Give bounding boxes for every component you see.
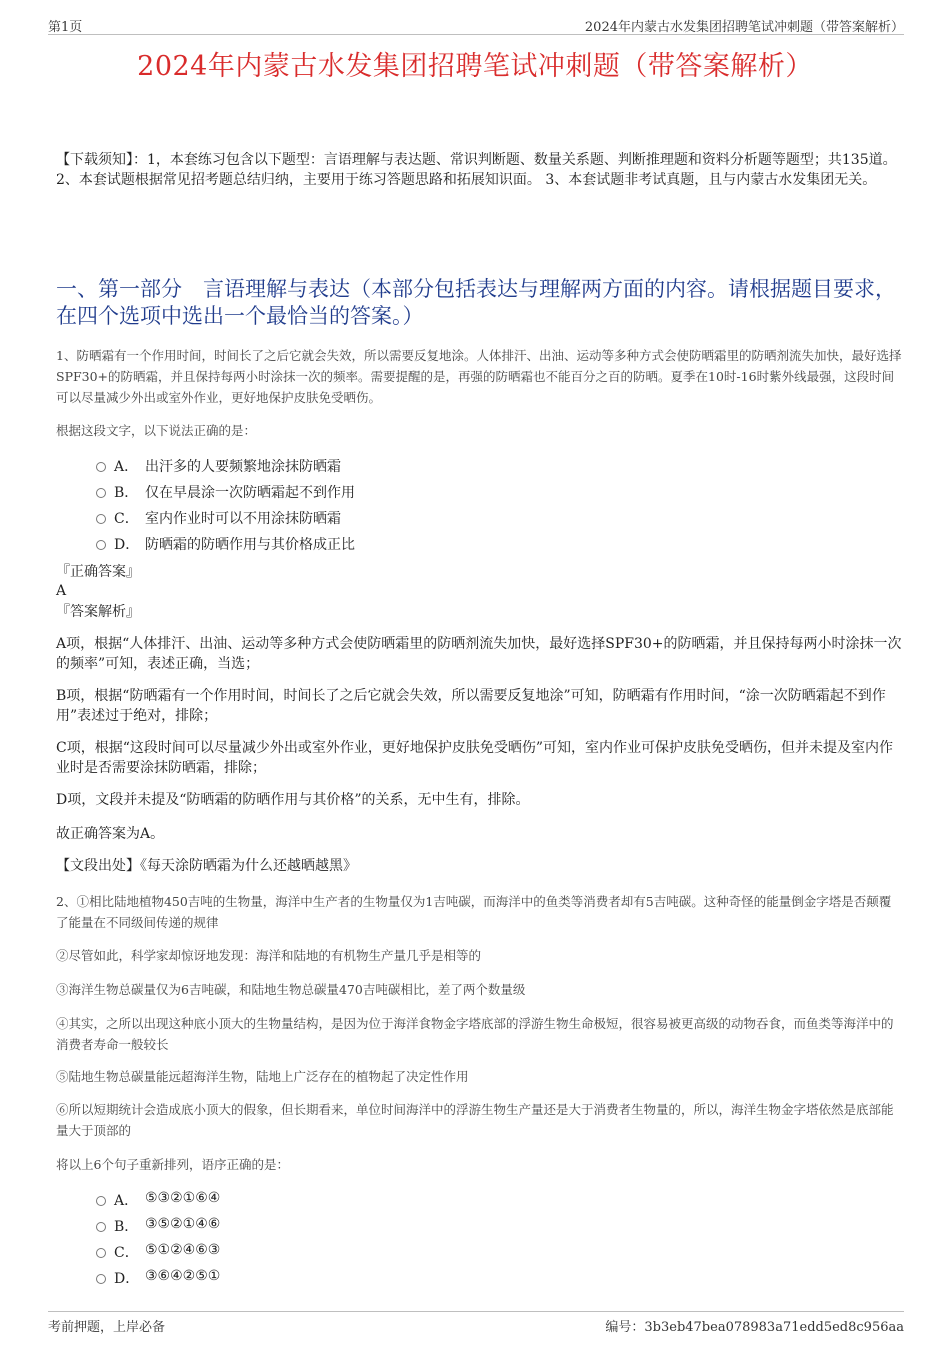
radio-button[interactable] [96, 1248, 106, 1258]
q1-stem: 1、防晒霜有一个作用时间，时间长了之后它就会失效，所以需要反复地涂。人体排汗、出油、运动等多种方式会使防晒霜里的防晒剂流失加快，最好选择SPF30+的防晒霜，并且保持每两小时涂抹一次的频率。需要提醒的是，再强的防晒霜也不能百分之百的防晒。夏季在10时-16时紫外线最强，这段时间可以尽量减少外出或室外作业，更好地保护皮肤免受晒伤。 [56, 348, 902, 405]
q2-sentence-6: ⑥所以短期统计会造成底小顶大的假象，但长期看来，单位时间海洋中的浮游生物生产量还是大于消费者生物量的，所以，海洋生物金字塔依然是底部能量大于顶部的 [56, 1102, 894, 1138]
q1-option-b[interactable]: B． 仅在早晨涂一次防晒霜起不到作用 [96, 482, 696, 508]
q2-options [96, 1190, 696, 1294]
page-footer [48, 1311, 904, 1335]
radio-button[interactable] [96, 462, 106, 472]
q2-sentence-1: 2、①相比陆地植物450吉吨的生物量，海洋中生产者的生物量仅为1吉吨碳，而海洋中的鱼类等消费者却有5吉吨碳。这种奇怪的能量倒金字塔是否颠覆了能量在不同级间传递的规律 [56, 894, 892, 930]
page-header [48, 14, 904, 35]
q1-option-a[interactable]: A． 出汗多的人要频繁地涂抹防晒霜 [96, 456, 696, 482]
page-number: 第1页 [48, 20, 83, 35]
q2-option-b[interactable]: B． ③⑤②①④⑥ [96, 1216, 696, 1242]
q1-option-d[interactable]: D． 防晒霜的防晒作用与其价格成正比 [96, 534, 696, 560]
radio-button[interactable] [96, 1196, 106, 1206]
q2-sentence-3: ③海洋生物总碳量仅为6吉吨碳，和陆地生物总碳量470吉吨碳相比，差了两个数量级 [56, 982, 526, 997]
section-heading: 一、第一部分 言语理解与表达（本部分包括表达与理解两方面的内容。请根据题目要求，在四个选项中选出一个最恰当的答案。） [56, 277, 896, 328]
radio-button[interactable] [96, 540, 106, 550]
document-title: 2024年内蒙古水发集团招聘笔试冲刺题（带答案解析） [137, 51, 813, 82]
q2-sentence-2: ②尽管如此，科学家却惊讶地发现：海洋和陆地的有机物生产量几乎是相等的 [56, 948, 482, 963]
analysis-d: D项，文段并未提及“防晒霜的防晒作用与其价格”的关系，无中生有，排除。 [56, 792, 530, 808]
download-notice: 【下载须知】：1，本套练习包含以下题型：言语理解与表达题、常识判断题、数量关系题、判断推理题和资料分析题等题型；共135道。 2、本套试题根据常见招考题总结归纳，主要用于练习答题思路和拓展知识面。 3、本套试题非考试真题，且与内蒙古水发集团无关。 [56, 152, 897, 188]
q2-option-a[interactable]: A． ⑤③②①⑥④ [96, 1190, 696, 1216]
footer-slogan: 考前押题，上岸必备 [48, 1320, 166, 1335]
radio-button[interactable] [96, 514, 106, 524]
answer-value: A [56, 583, 67, 599]
q2-option-c[interactable]: C． ⑤①②④⑥③ [96, 1242, 696, 1268]
analysis-conclusion: 故正确答案为A。 [56, 826, 165, 842]
header-doc-title: 2024年内蒙古水发集团招聘笔试冲刺题（带答案解析） [584, 20, 904, 35]
analysis-c: C项，根据“这段时间可以尽量减少外出或室外作业，更好地保护皮肤免受晒伤”可知，室内作业可保护皮肤免受晒伤，但并未提及室内作业时是否需要涂抹防晒霜，排除； [56, 740, 894, 776]
radio-button[interactable] [96, 1274, 106, 1284]
q1-option-c[interactable]: C． 室内作业时可以不用涂抹防晒霜 [96, 508, 696, 534]
q1-prompt: 根据这段文字，以下说法正确的是： [56, 423, 257, 438]
q2-prompt: 将以上6个句子重新排列，语序正确的是： [56, 1157, 289, 1172]
analysis-b: B项，根据“防晒霜有一个作用时间，时间长了之后它就会失效，所以需要反复地涂”可知，防晒霜有作用时间，“涂一次防晒霜起不到作用”表述过于绝对，排除； [56, 688, 886, 724]
footer-code: 编号：3b3eb47bea078983a71edd5ed8c956aa [605, 1320, 904, 1335]
q1-options [96, 456, 696, 560]
q2-sentence-5: ⑤陆地生物总碳量能远超海洋生物，陆地上广泛存在的植物起了决定性作用 [56, 1069, 469, 1084]
analysis-a: A项，根据“人体排汗、出油、运动等多种方式会使防晒霜里的防晒剂流失加快，最好选择SPF30+的防晒霜，并且保持每两小时涂抹一次的频率”可知，表述正确，当选； [56, 636, 902, 672]
source-citation: 【文段出处】《每天涂防晒霜为什么还越晒越黑》 [56, 858, 357, 874]
radio-button[interactable] [96, 1222, 106, 1232]
answer-label: 『正确答案』 [56, 564, 140, 580]
radio-button[interactable] [96, 488, 106, 498]
analysis-label: 『答案解析』 [56, 604, 140, 620]
q2-sentence-4: ④其实，之所以出现这种底小顶大的生物量结构，是因为位于海洋食物金字塔底部的浮游生物生命极短，很容易被更高级的动物吞食，而鱼类等海洋中的消费者寿命一般较长 [56, 1016, 894, 1052]
q2-option-d[interactable]: D． ③⑥④②⑤① [96, 1268, 696, 1294]
